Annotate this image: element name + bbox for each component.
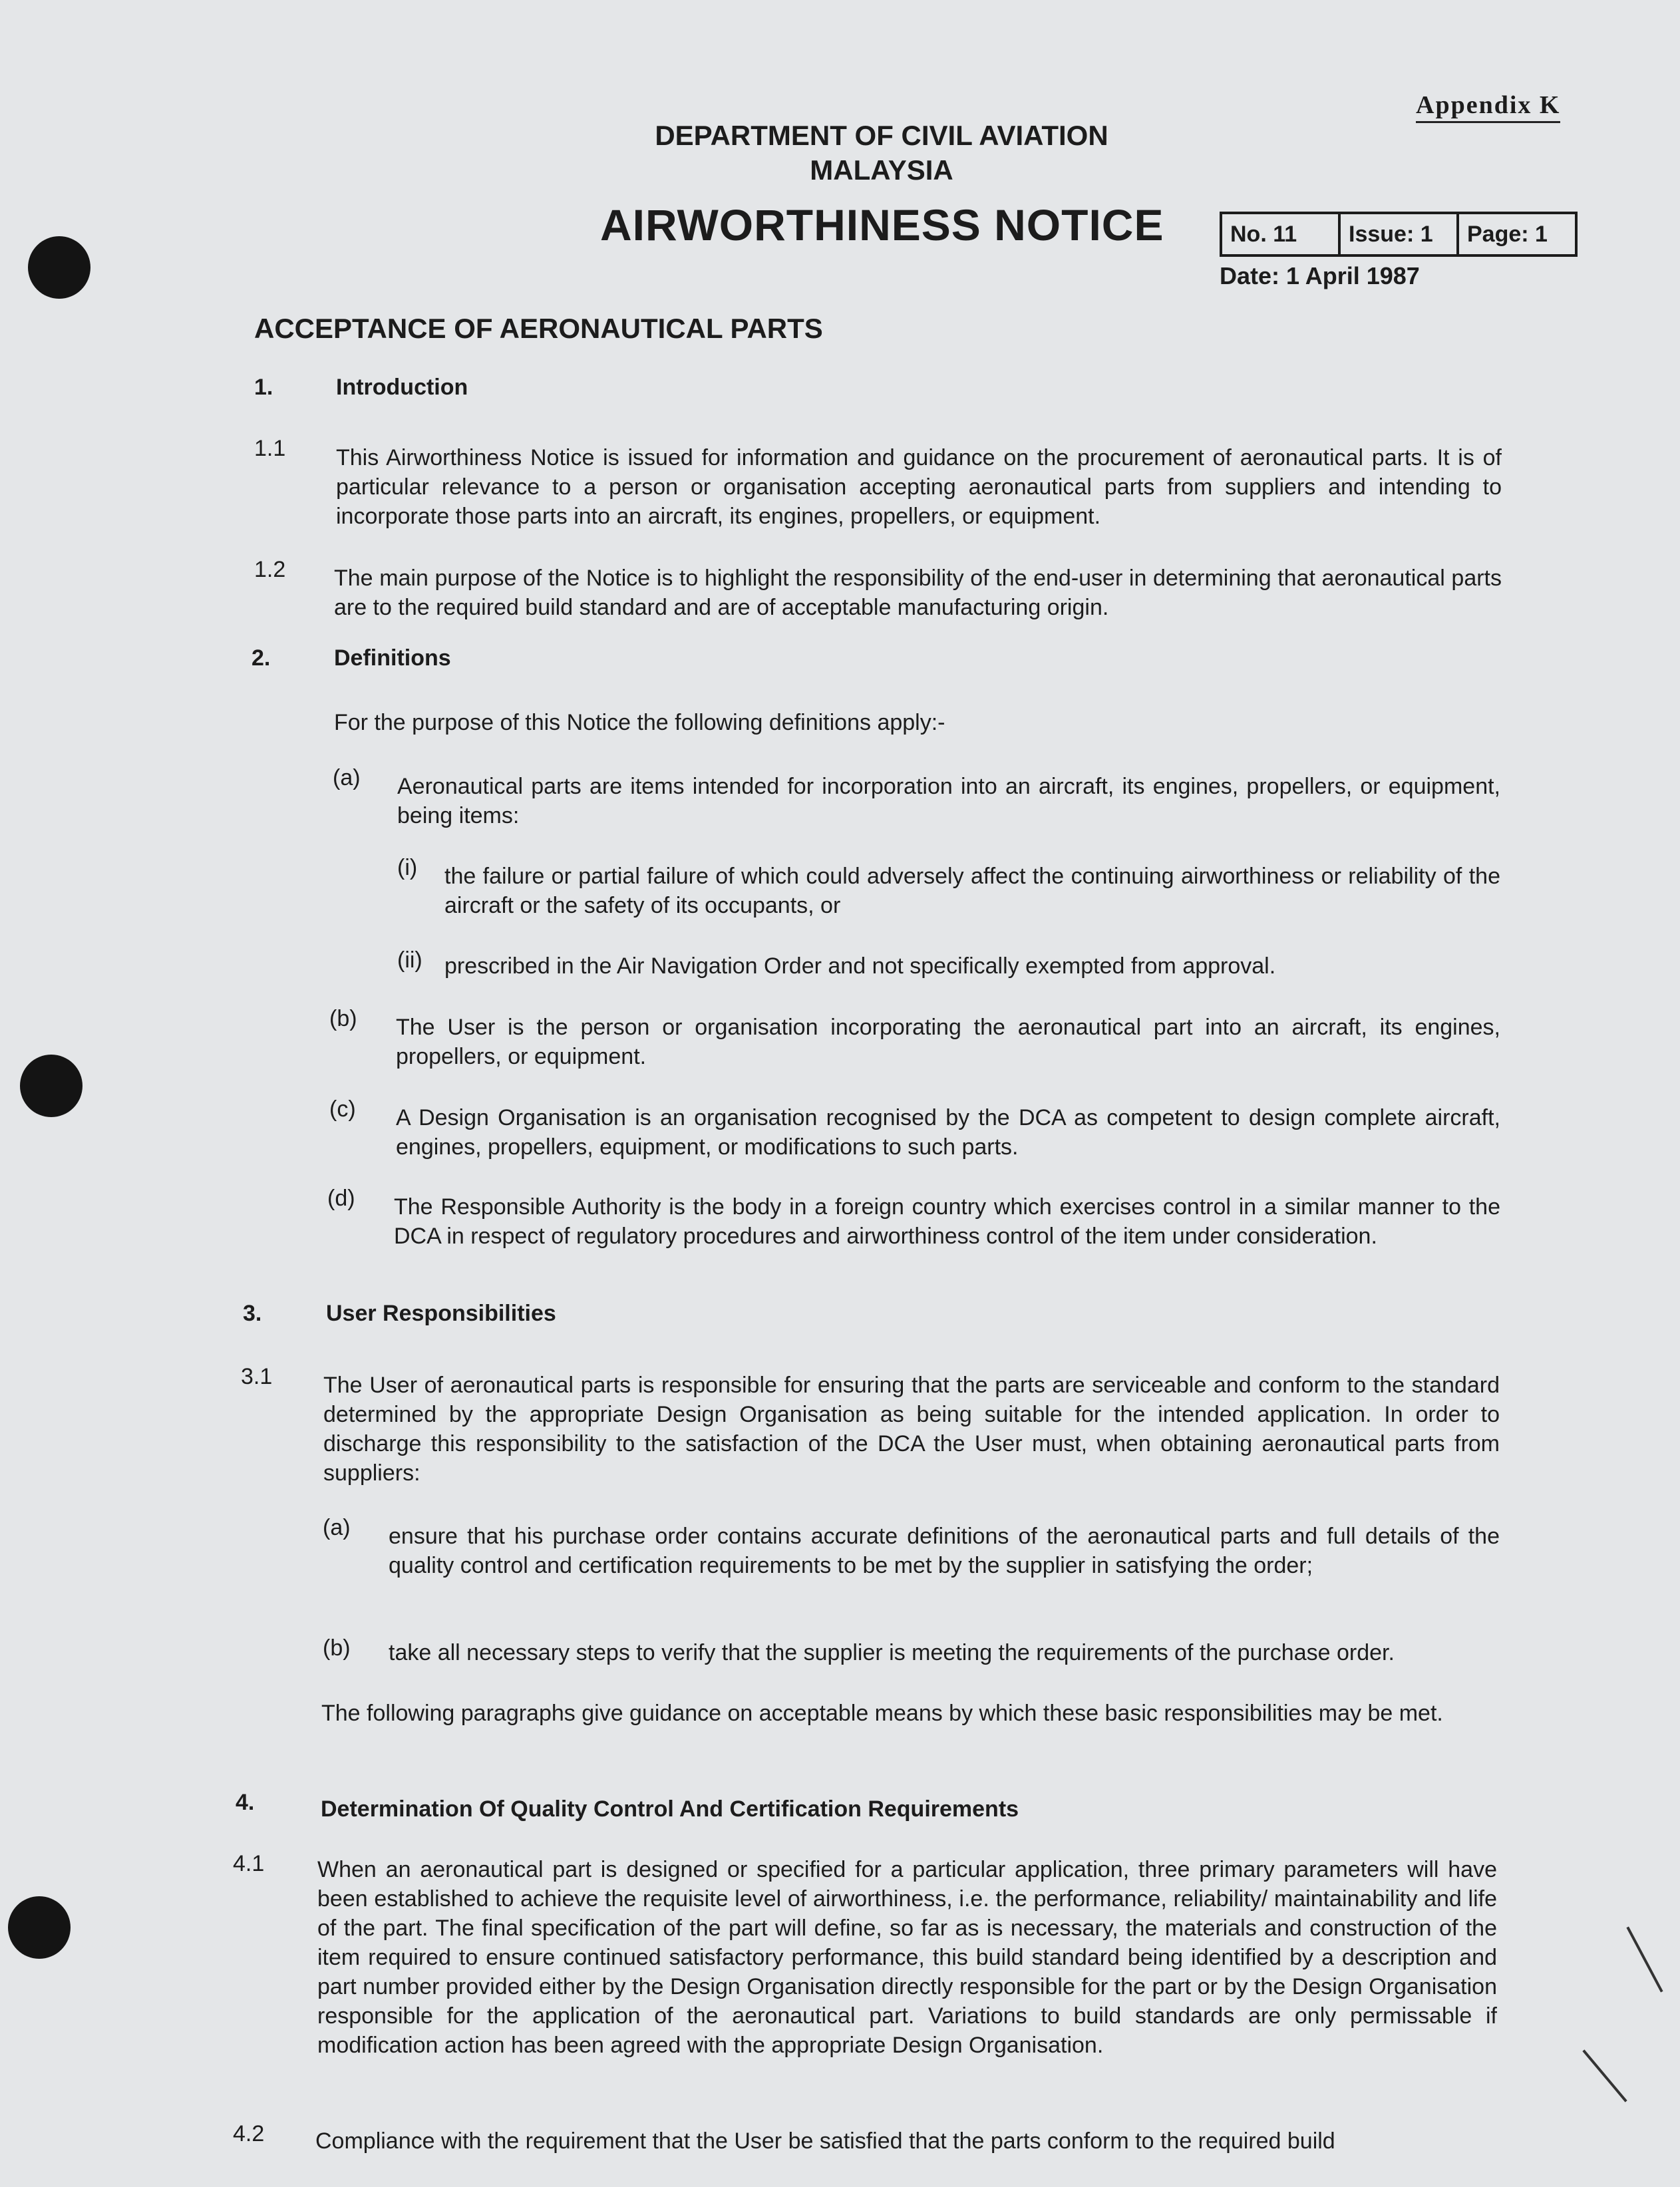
department-line: DEPARTMENT OF CIVIL AVIATION [655, 120, 1108, 151]
notice-date: Date: 1 April 1987 [1220, 262, 1420, 289]
item-text: A Design Organisation is an organisation recognised by the DCA as competent to design complete aircraft, engines, propellers, equipment, or modifications to such parts. [396, 1105, 1500, 1160]
section-number: 3. [243, 1301, 262, 1326]
item-text: Aeronautical parts are items intended for incorporation into an aircraft, its engines, propellers, or equipment, being items: [397, 774, 1500, 828]
paragraph-text: For the purpose of this Notice the following definitions apply:- [334, 710, 945, 735]
item-label: (a) [323, 1515, 351, 1540]
punch-hole-bottom [8, 1896, 71, 1959]
paragraph-text: When an aeronautical part is designed or specified for a particular application, three primary parameters will have been established to achieve the requisite level of airworthiness, i.e. the performance, reliability/ maintainability and life of the part. The final specification of the part will define, so far as is necessary, the materials and construction of the item required to ensure continued satisfactory performance, this build standard being identified by a description and part number provided either by the Design Organisation directly responsible for the part or by the Design Organisation responsible for the application of the aeronautical part. Variations to build standards are only permissable if modification action has been agreed with the appropriate Design Organisation. [317, 1857, 1497, 2058]
item-text: The Responsible Authority is the body in a foreign country which exercises control in a similar manner to the DCA in respect of regulatory procedures and airworthiness control of the item under consideration. [394, 1194, 1500, 1249]
punch-hole-middle [20, 1055, 83, 1117]
section-title: Definitions [334, 645, 451, 671]
punch-hole-top [28, 236, 90, 299]
paragraph-number: 4.2 [233, 2121, 265, 2146]
item-text: the failure or partial failure of which could adversely affect the continuing airworthiness or reliability of the aircraft or the safety of its occupants, or [444, 864, 1500, 918]
item-text: ensure that his purchase order contains accurate definitions of the aeronautical parts and full details of the quality control and certification requirements to be met by the supplier in satisfying the order; [389, 1524, 1500, 1578]
section-title: Determination Of Quality Control And Certification Requirements [321, 1796, 1019, 1822]
paragraph-text: The User of aeronautical parts is responsible for ensuring that the parts are serviceable and conform to the standard determined by the appropriate Design Organisation as being suitable for the intended application. In order to discharge this responsibility to the satisfaction of the DCA the User must, when obtaining aeronautical parts from suppliers: [323, 1373, 1500, 1486]
section-title: Introduction [336, 375, 468, 400]
paragraph-number: 4.1 [233, 1851, 265, 1876]
appendix-label: Appendix K [1416, 90, 1560, 123]
section-number: 4. [236, 1790, 255, 1815]
item-label: (b) [323, 1635, 351, 1661]
paragraph-number: 1.1 [254, 436, 286, 461]
section-number: 1. [254, 375, 273, 400]
item-label: (b) [329, 1006, 357, 1031]
item-label: (i) [397, 855, 418, 880]
issue-number: Issue: 1 [1338, 214, 1456, 254]
pen-mark [1582, 2049, 1627, 2102]
country-line: MALAYSIA [810, 154, 953, 186]
item-label: (a) [333, 765, 361, 790]
section-title: User Responsibilities [326, 1301, 556, 1326]
section-number: 2. [252, 645, 271, 671]
reference-box [1220, 212, 1578, 257]
paragraph-text: This Airworthiness Notice is issued for information and guidance on the procurement of aeronautical parts. It is of particular relevance to a person or organisation accepting aeronautical parts from suppliers and intending to incorporate those parts into an aircraft, its engines, propellers, or equipment. [336, 445, 1502, 529]
department-heading [0, 118, 1680, 188]
paragraph-text: The following paragraphs give guidance on acceptable means by which these basic responsibilities may be met. [321, 1701, 1443, 1726]
notice-title: AIRWORTHINESS NOTICE [600, 200, 1164, 250]
item-label: (c) [329, 1096, 356, 1122]
item-text: take all necessary steps to verify that the supplier is meeting the requirements of the purchase order. [389, 1640, 1395, 1665]
document-title: ACCEPTANCE OF AERONAUTICAL PARTS [254, 313, 823, 344]
item-label: (ii) [397, 947, 422, 973]
pen-mark [1626, 1926, 1663, 1992]
item-text: The User is the person or organisation incorporating the aeronautical part into an aircraft, its engines, propellers, or equipment. [396, 1015, 1500, 1069]
notice-number: No. 11 [1230, 221, 1297, 247]
paragraph-text: The main purpose of the Notice is to highlight the responsibility of the end-user in determining that aeronautical parts are to the required build standard and are of acceptable manufacturing origin. [334, 566, 1502, 620]
page-number: Page: 1 [1456, 214, 1575, 254]
item-label: (d) [327, 1186, 355, 1211]
item-text: prescribed in the Air Navigation Order and not specifically exempted from approval. [444, 953, 1276, 979]
paragraph-text: Compliance with the requirement that the User be satisfied that the parts conform to the required build [315, 2128, 1335, 2154]
paragraph-number: 3.1 [241, 1364, 273, 1389]
paragraph-number: 1.2 [254, 557, 286, 582]
